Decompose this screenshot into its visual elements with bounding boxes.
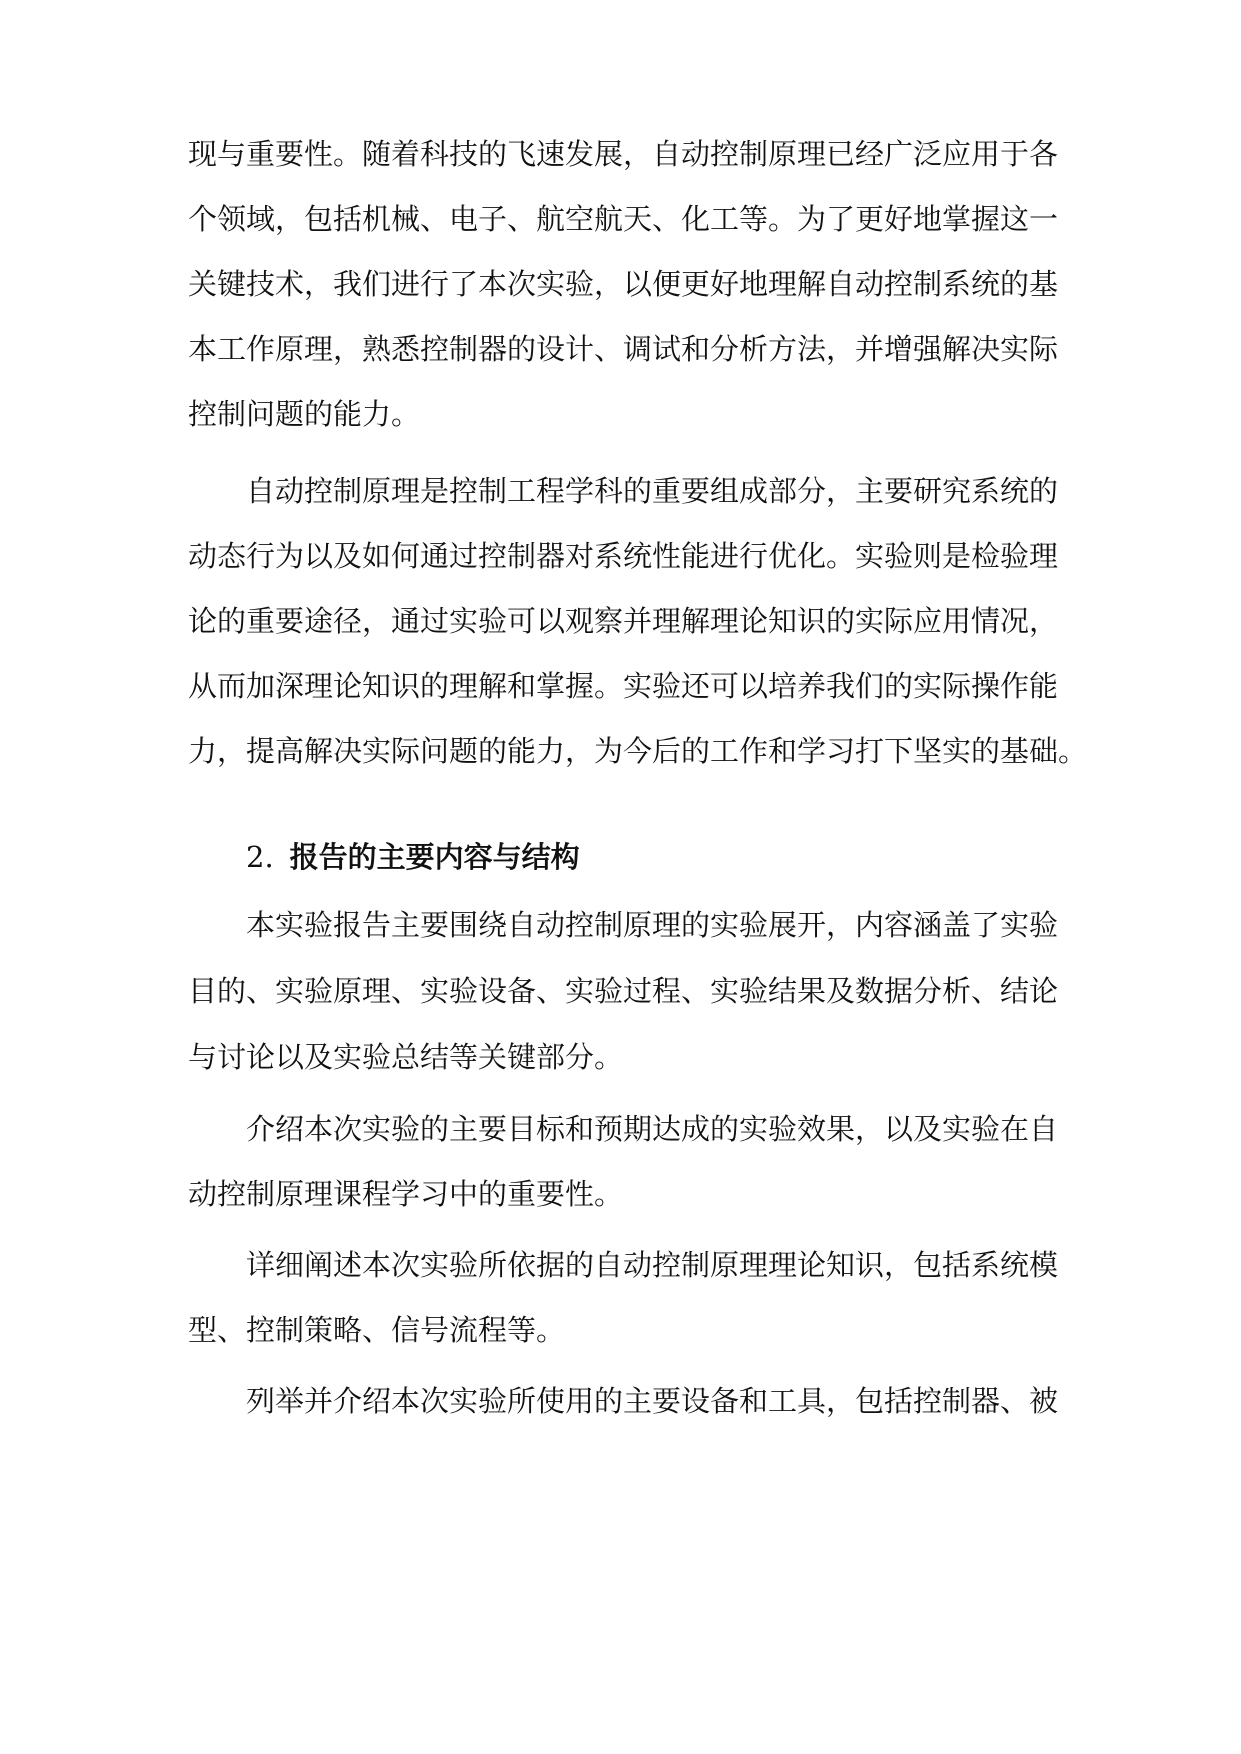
- text-line: 介绍本次实验的主要目标和预期达成的实验效果，以及实验在自: [246, 1112, 1059, 1146]
- text-line: 动态行为以及如何通过控制器对系统性能进行优化。实验则是检验理: [188, 539, 1059, 573]
- text-line: 型、控制策略、信号流程等。: [188, 1313, 566, 1347]
- text-line: 详细阐述本次实验所依据的自动控制原理理论知识，包括系统模: [246, 1248, 1059, 1282]
- section-heading: [246, 837, 580, 877]
- section-number: 2.: [246, 840, 274, 874]
- text-line: 论的重要途径，通过实验可以观察并理解理论知识的实际应用情况，: [188, 604, 1059, 638]
- text-line: 现与重要性。随着科技的飞速发展，自动控制原理已经广泛应用于各: [188, 137, 1059, 171]
- text-line: 本工作原理，熟悉控制器的设计、调试和分析方法，并增强解决实际: [188, 332, 1059, 366]
- text-line: 力，提高解决实际问题的能力，为今后的工作和学习打下坚实的基础。: [188, 734, 1088, 768]
- text-line: 目的、实验原理、实验设备、实验过程、实验结果及数据分析、结论: [188, 974, 1059, 1008]
- section-title: 报告的主要内容与结构: [289, 840, 580, 874]
- text-line: 从而加深理论知识的理解和掌握。实验还可以培养我们的实际操作能: [188, 669, 1059, 703]
- text-line: 与讨论以及实验总结等关键部分。: [188, 1040, 624, 1074]
- text-line: 关键技术，我们进行了本次实验，以便更好地理解自动控制系统的基: [188, 267, 1059, 301]
- text-line: 个领域，包括机械、电子、航空航天、化工等。为了更好地掌握这一: [188, 202, 1059, 236]
- text-line: 动控制原理课程学习中的重要性。: [188, 1177, 624, 1211]
- text-line: 列举并介绍本次实验所使用的主要设备和工具，包括控制器、被: [246, 1384, 1059, 1418]
- text-line: 本实验报告主要围绕自动控制原理的实验展开，内容涵盖了实验: [246, 908, 1059, 942]
- text-line: 控制问题的能力。: [188, 397, 421, 431]
- text-line: 自动控制原理是控制工程学科的重要组成部分，主要研究系统的: [246, 474, 1059, 508]
